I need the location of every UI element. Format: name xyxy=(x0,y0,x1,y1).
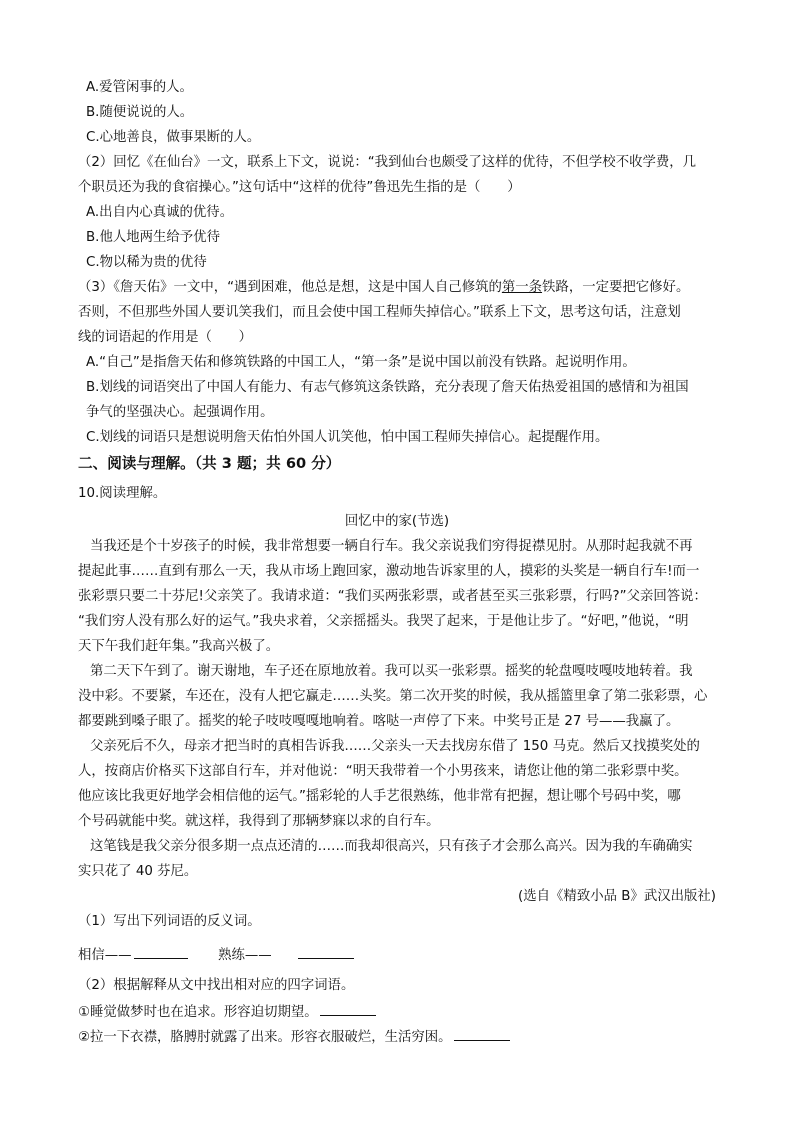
q10-sub1-prompt: （1）写出下列词语的反义词。 xyxy=(78,914,261,929)
passage-p1-line2: 提起此事……直到有那么一天，我从市场上跑回家，激动地告诉家里的人，摸彩的头奖是一辆自行车!而一 xyxy=(78,564,700,579)
passage-p1-line1: 当我还是个十岁孩子的时候，我非常想要一辆自行车。我父亲说我们穷得捉襟见肘。从那时起我就不再 xyxy=(90,539,693,554)
answer-blank[interactable] xyxy=(134,944,188,959)
passage-p1-line3: 张彩票只要二十芬尼!父亲笑了。我请求道：“我们买两张彩票，或者甚至买三张彩票，行吗?”父亲回答说： xyxy=(78,589,707,604)
passage-source: (选自《精致小品 B》武汉出版社) xyxy=(518,889,716,904)
definition-2: ②拉一下衣襟，胳膊肘就露了出来。形容衣服破烂，生活穷困。 xyxy=(78,1030,452,1045)
antonym-item-2: 熟练—— xyxy=(218,948,272,963)
passage-p3-line1: 父亲死后不久，母亲才把当时的真相告诉我……父亲头一天去找房东借了 150 马克。然后又找摸奖处的 xyxy=(90,739,700,754)
answer-blank[interactable] xyxy=(298,944,354,959)
passage-p3-line3: 他应该比我更好地学会相信他的运气。”摇彩轮的人手艺很熟练，他非常有把握，想让哪个号码中奖，哪 xyxy=(78,789,681,804)
q9-3-stem-pre: （3）《詹天佑》一文中，“遇到困难，他总是想，这是中国人自己修筑的 xyxy=(78,280,502,295)
passage-p1-line4: “我们穷人没有那么好的运气。”我央求着，父亲摇摇头。我哭了起来，于是他让步了。“好吧，”他说，“明 xyxy=(78,614,689,629)
q9-3-option-a: A.“自己”是指詹天佑和修筑铁路的中国工人，“第一条”是说中国以前没有铁路。起说明作用。 xyxy=(86,355,636,370)
passage-title: 回忆中的家(节选) xyxy=(344,514,450,529)
q10-sub2-item1 xyxy=(78,1001,376,1023)
q9-2-option-c: C.物以稀为贵的优待 xyxy=(86,255,207,270)
q9-3-stem-post: 铁路，一定要把它修好。 xyxy=(542,280,690,295)
passage-p3-line2: 人，按商店价格买下这部自行车，并对他说：“明天我带着一个小男孩来，请您让他的第二张彩票中奖。 xyxy=(78,764,688,779)
q9-2-stem-line1: （2）回忆《在仙台》一文，联系上下文，说说：“我到仙台也颇受了这样的优待，不但学校不收学费，几 xyxy=(78,155,697,170)
passage-p2-line2: 没中彩。不要紧，车还在，没有人把它赢走……头奖。第二次开奖的时候，我从摇篮里拿了第二张彩票，心 xyxy=(78,689,708,704)
q10-sub2-item2 xyxy=(78,1026,510,1048)
q9-1-option-b: B.随便说说的人。 xyxy=(86,105,194,120)
q10-intro: 10.阅读理解。 xyxy=(78,486,167,501)
q9-3-underlined-word: 第一条 xyxy=(501,280,543,295)
definition-1: ①睡觉做梦时也在追求。形容迫切期望。 xyxy=(78,1005,318,1020)
passage-p3-line4: 个号码就能中奖。就这样，我得到了那辆梦寐以求的自行车。 xyxy=(78,814,440,829)
passage-p1-line5: 天下午我们赶年集。”我高兴极了。 xyxy=(78,639,280,654)
q9-2-option-a: A.出自内心真诚的优待。 xyxy=(86,205,234,220)
q10-sub2-prompt: （2）根据解释从文中找出相对应的四字词语。 xyxy=(78,978,355,993)
q9-3-stem-line3: 线的词语起的作用是（ ） xyxy=(78,330,253,345)
passage-p2-line3: 都要跳到嗓子眼了。摇奖的轮子吱吱嘎嘎地响着。喀哒一声停了下来。中奖号正是 27 号——我赢了。 xyxy=(78,714,680,729)
section-heading: 二、阅读与理解。（共 3 题；共 60 分） xyxy=(78,455,341,472)
q9-1-option-c: C.心地善良，做事果断的人。 xyxy=(86,130,261,145)
q9-2-option-b: B.他人地两生给予优待 xyxy=(86,230,220,245)
antonym-item-1: 相信—— xyxy=(78,948,132,963)
passage-p2-line1: 第二天下午到了。谢天谢地，车子还在原地放着。我可以买一张彩票。摇奖的轮盘嘎吱嘎吱地转着。我 xyxy=(90,664,693,679)
q9-3-option-b-line2: 争气的坚强决心。起强调作用。 xyxy=(86,405,274,420)
q9-3-stem-line1 xyxy=(78,278,689,298)
q9-3-option-c: C.划线的词语只是想说明詹天佑怕外国人讥笑他，怕中国工程师失掉信心。起提醒作用。 xyxy=(86,430,609,445)
q9-1-option-a: A.爱管闲事的人。 xyxy=(86,80,193,95)
q9-2-stem-line2: 个职员还为我的食宿操心。”这句话中“这样的优待”鲁迅先生指的是（ ） xyxy=(78,180,521,195)
answer-blank[interactable] xyxy=(320,1001,376,1016)
q9-3-option-b-line1: B.划线的词语突出了中国人有能力、有志气修筑这条铁路，充分表现了詹天佑热爱祖国的感情和为祖国 xyxy=(86,380,689,395)
q9-3-stem-line2: 否则，不但那些外国人要讥笑我们，而且会使中国工程师失掉信心。”联系上下文，思考这句话，注意划 xyxy=(78,305,681,320)
answer-blank[interactable] xyxy=(454,1026,510,1041)
passage-p4-line2: 实只花了 40 芬尼。 xyxy=(78,864,198,879)
q10-sub1-items xyxy=(78,944,354,966)
passage-p4-line1: 这笔钱是我父亲分很多期一点点还清的……而我却很高兴，只有孩子才会那么高兴。因为我的车确确实 xyxy=(90,839,693,854)
